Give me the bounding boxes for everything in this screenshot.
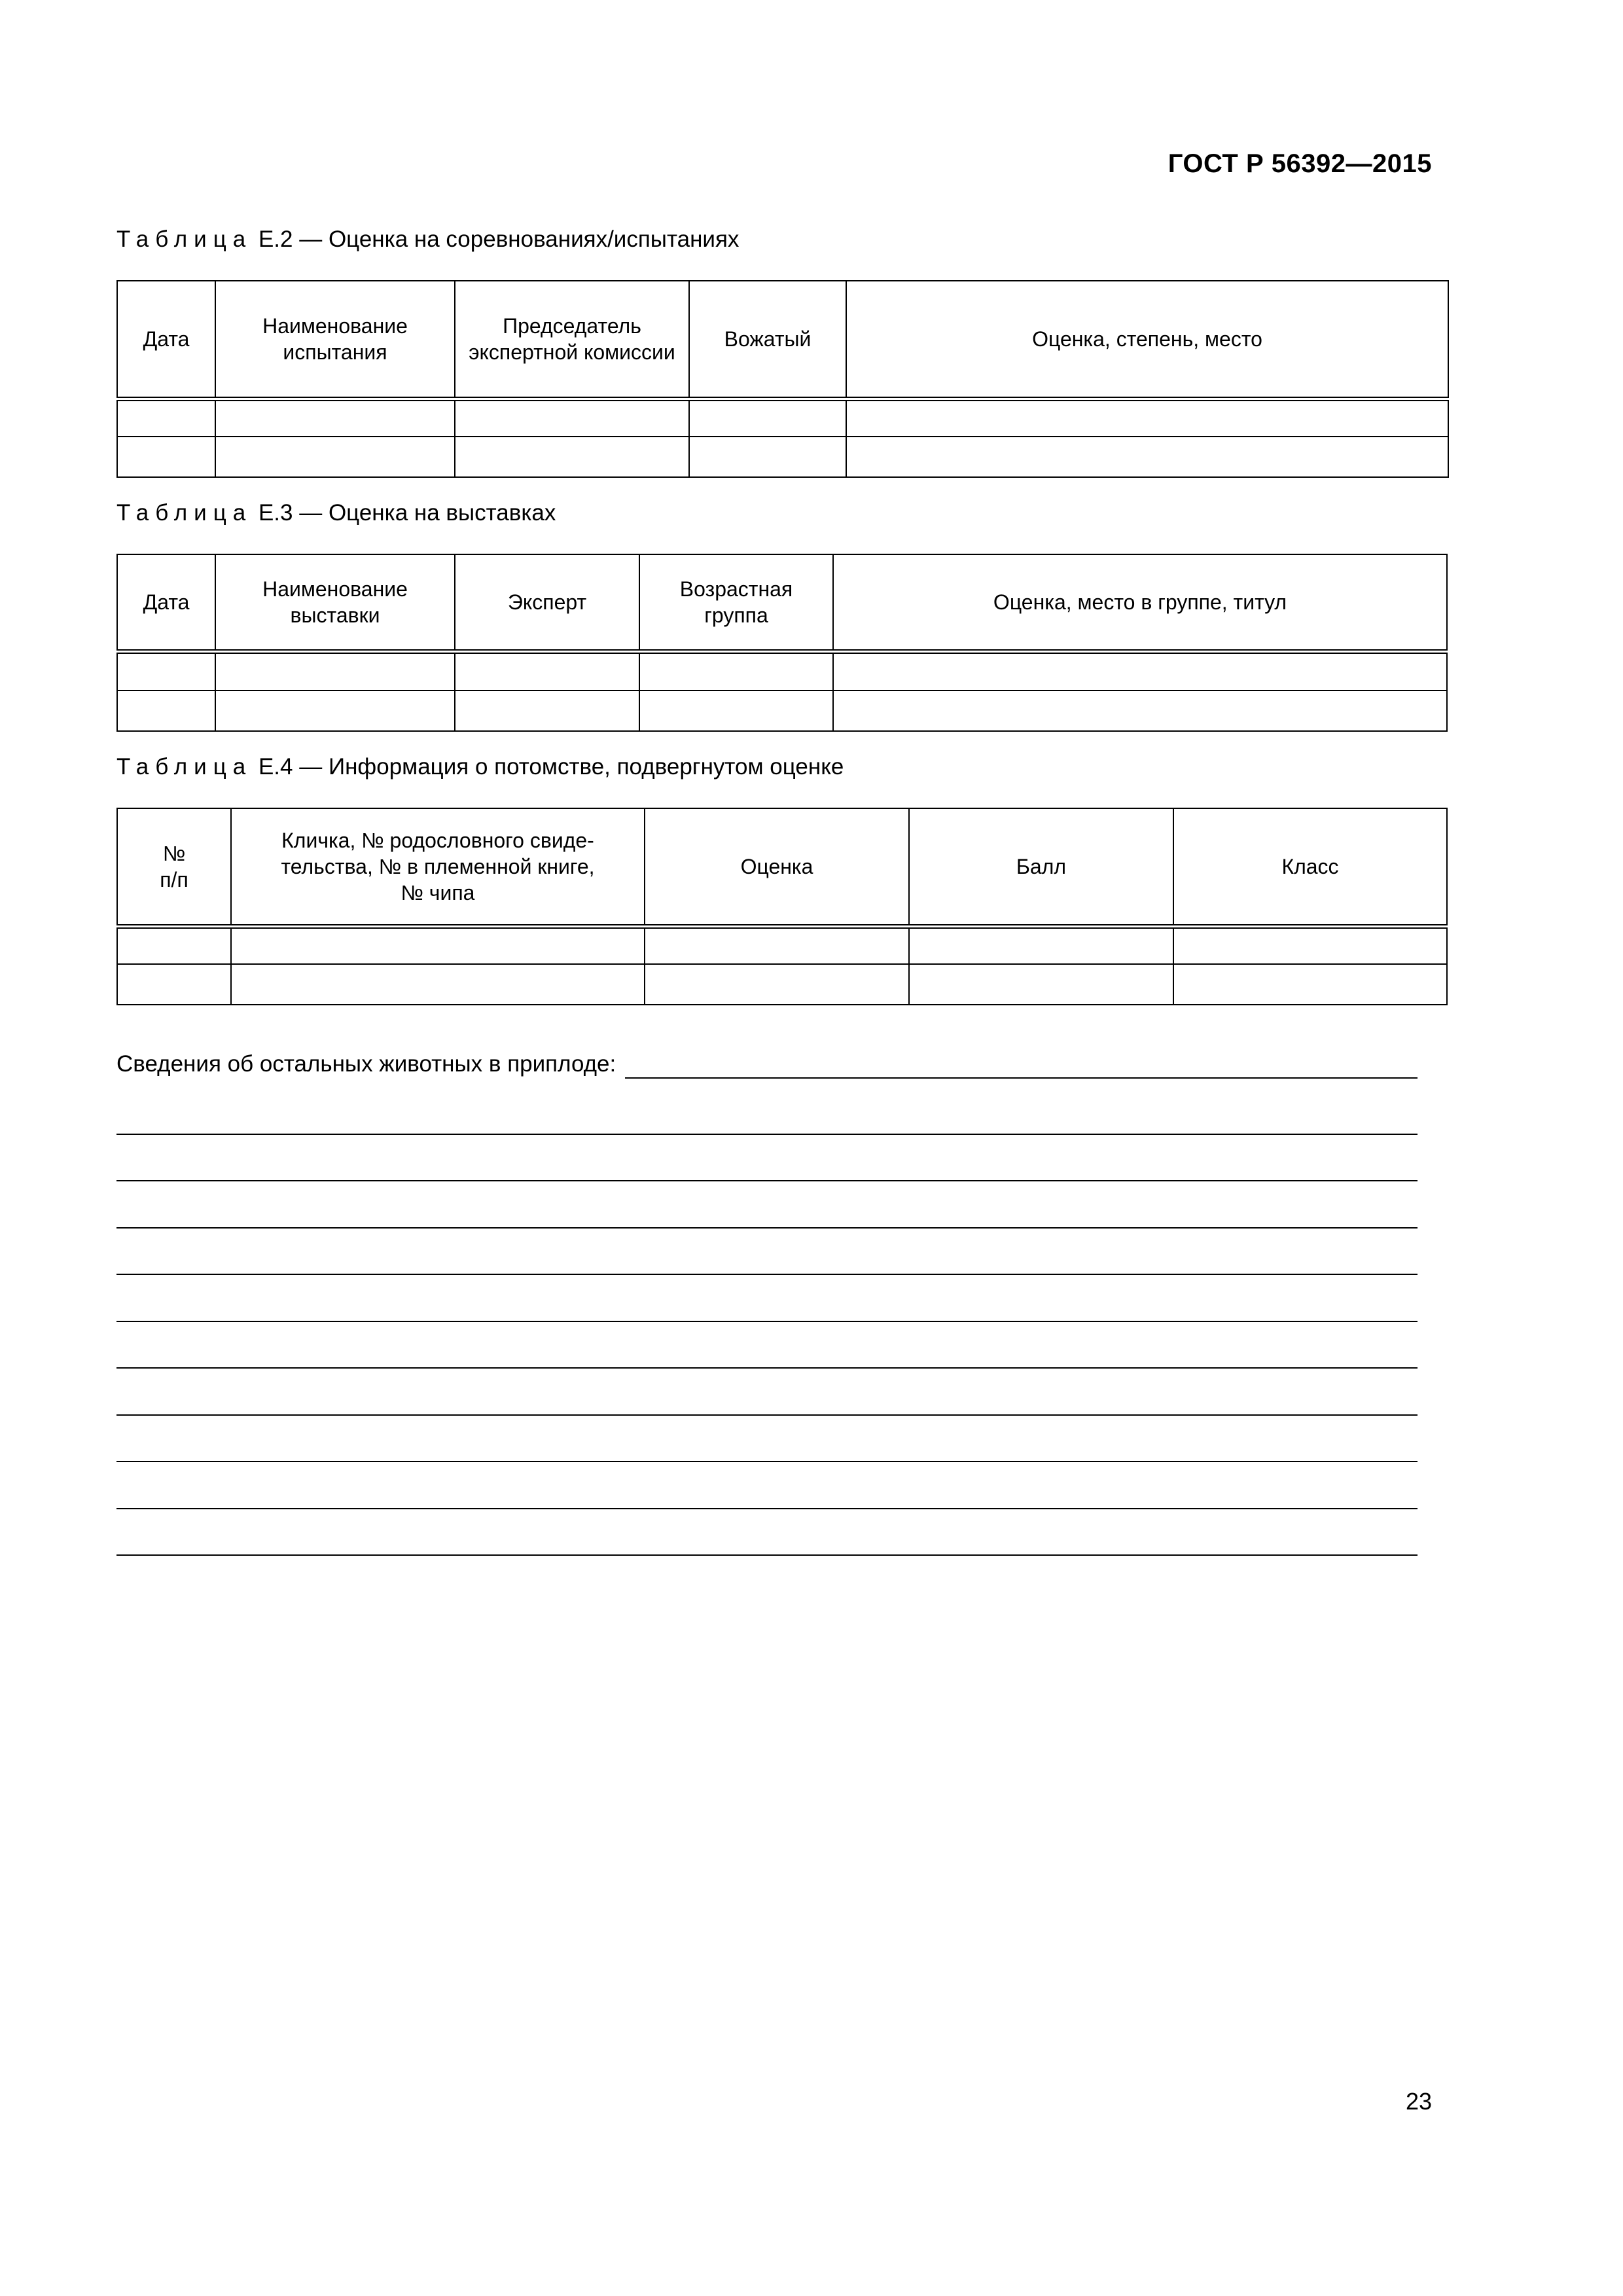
- table-cell[interactable]: [231, 926, 645, 964]
- table-e3-header-age-group: Возрастная группа: [639, 554, 833, 651]
- table-e2-caption-word: Таблица: [116, 226, 253, 252]
- table-cell[interactable]: [455, 437, 689, 477]
- table-e3-header-date: Дата: [117, 554, 215, 651]
- table-row: [117, 651, 1447, 691]
- table-e2-header-handler: Вожатый: [689, 281, 846, 399]
- table-cell[interactable]: [117, 399, 215, 437]
- table-cell[interactable]: [833, 691, 1447, 731]
- table-e4-header-number-text: № п/п: [160, 841, 188, 891]
- table-cell[interactable]: [455, 691, 639, 731]
- table-e4-header-name-text: Кличка, № родословного свиде-тельства, № в племенной книге, № чипа: [281, 828, 595, 905]
- fill-line[interactable]: [116, 1508, 1418, 1509]
- table-e4-caption-title: Е.4 — Информация о потомстве, подвергнутом оценке: [252, 754, 844, 780]
- table-e3-header-expert: Эксперт: [455, 554, 639, 651]
- page-number: 23: [1405, 2088, 1432, 2115]
- table-cell[interactable]: [117, 437, 215, 477]
- table-cell[interactable]: [909, 926, 1173, 964]
- fill-line[interactable]: [116, 1367, 1418, 1369]
- table-e3-header-score: Оценка, место в группе, титул: [833, 554, 1447, 651]
- table-cell[interactable]: [645, 964, 909, 1005]
- litter-info-label: Сведения об остальных животных в приплоде:: [116, 1051, 616, 1077]
- table-e2-header-test-name: Наименование испытания: [215, 281, 455, 399]
- table-cell[interactable]: [689, 437, 846, 477]
- table-e4-header-class: Класс: [1173, 808, 1447, 926]
- litter-info-row: [116, 1049, 1418, 1079]
- fill-line[interactable]: [116, 1414, 1418, 1416]
- table-cell[interactable]: [117, 964, 231, 1005]
- table-cell[interactable]: [215, 651, 455, 691]
- table-cell[interactable]: [689, 399, 846, 437]
- table-e2-header-score: Оценка, степень, место: [846, 281, 1448, 399]
- table-cell[interactable]: [215, 399, 455, 437]
- table-cell[interactable]: [909, 964, 1173, 1005]
- fill-line[interactable]: [116, 1274, 1418, 1275]
- table-cell[interactable]: [1173, 926, 1447, 964]
- table-row: [117, 399, 1448, 437]
- table-cell[interactable]: [215, 691, 455, 731]
- table-cell[interactable]: [846, 437, 1448, 477]
- table-row: [117, 926, 1447, 964]
- table-cell[interactable]: [117, 691, 215, 731]
- table-cell[interactable]: [455, 651, 639, 691]
- table-cell[interactable]: [645, 926, 909, 964]
- table-cell[interactable]: [117, 926, 231, 964]
- table-e4-caption-word: Таблица: [116, 754, 253, 780]
- table-cell[interactable]: [117, 651, 215, 691]
- table-cell[interactable]: [639, 651, 833, 691]
- table-e4-header-name: [231, 808, 645, 926]
- fill-line[interactable]: [116, 1134, 1418, 1135]
- table-e3-caption: [116, 500, 556, 526]
- table-e4-header-points: Балл: [909, 808, 1173, 926]
- table-e4: [116, 808, 1448, 1005]
- table-cell[interactable]: [455, 399, 689, 437]
- table-e2-caption-title: Е.2 — Оценка на соревнованиях/испытаниях: [252, 226, 740, 252]
- table-e3-caption-title: Е.3 — Оценка на выставках: [252, 500, 556, 526]
- table-e4-caption: [116, 754, 844, 780]
- table-e2-header-commission-chair: Председатель экспертной комиссии: [455, 281, 689, 399]
- table-row: [117, 964, 1447, 1005]
- table-e4-header-score: Оценка: [645, 808, 909, 926]
- table-cell[interactable]: [639, 691, 833, 731]
- document-code: ГОСТ Р 56392—2015: [1168, 149, 1432, 178]
- fill-line[interactable]: [116, 1227, 1418, 1229]
- fill-line[interactable]: [116, 1554, 1418, 1556]
- table-e2-header-date: Дата: [117, 281, 215, 399]
- table-e2-caption: [116, 226, 739, 253]
- table-e4-header-number: [117, 808, 231, 926]
- fill-line[interactable]: [116, 1321, 1418, 1322]
- litter-info-fill-line[interactable]: [625, 1049, 1418, 1079]
- fill-line[interactable]: [116, 1461, 1418, 1462]
- table-e3-caption-word: Таблица: [116, 500, 253, 526]
- table-cell[interactable]: [1173, 964, 1447, 1005]
- table-cell[interactable]: [846, 399, 1448, 437]
- table-cell[interactable]: [215, 437, 455, 477]
- table-cell[interactable]: [833, 651, 1447, 691]
- table-row: [117, 437, 1448, 477]
- table-e3: [116, 554, 1448, 732]
- table-e3-header-show-name: Наименование выставки: [215, 554, 455, 651]
- table-e2: [116, 280, 1449, 478]
- table-cell[interactable]: [231, 964, 645, 1005]
- table-row: [117, 691, 1447, 731]
- fill-line[interactable]: [116, 1180, 1418, 1181]
